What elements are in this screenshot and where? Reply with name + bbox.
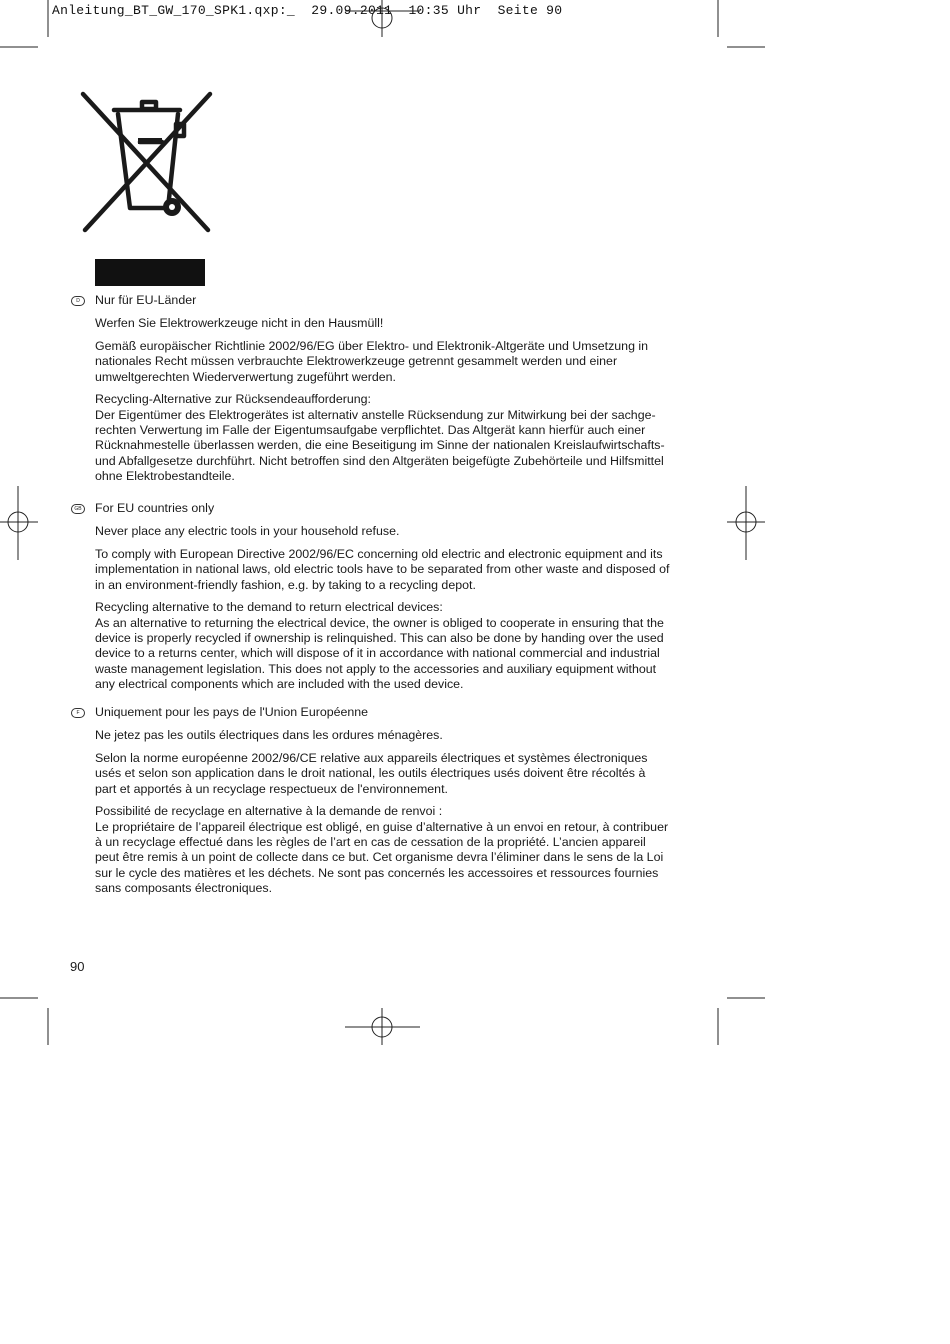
text-line: Le propriétaire de l’appareil électrique est obligé, en guise d’alternative à un envoi en retour, à contribuer [95,819,669,834]
text-line: ohne Elektrobestandteile. [95,468,235,483]
country-flag-de: D [71,296,85,306]
text-line: peut être remis à un point de collecte dans ce but. Cet organisme devra l’éliminer dans le sens de la Loi [95,850,664,865]
section-heading: For EU countries only [95,501,215,515]
text-line: device to a returns center, which will dispose of it in accordance with national commercial and industrial [95,646,660,661]
page-number: 90 [70,959,85,974]
section-heading: Nur für EU-Länder [95,293,197,307]
text-line: und Abfallgesetze durchführt. Nicht betroffen sind den Altgeräten beigefügte Zubehörteile und Hilfsmittel [95,453,664,468]
section-paragraph: Werfen Sie Elektrowerkzeuge nicht in den Hausmüll! [95,316,384,331]
text-line: As an alternative to returning the electrical device, the owner is obliged to cooperate in ensuring that the [95,615,664,630]
section-paragraph [95,751,695,797]
text-line: any electrical components which are included with the used device. [95,676,464,691]
text-line: part et apportés à un recyclage respectueux de l'environnement. [95,781,448,796]
section-gb [74,501,695,700]
country-flag-fr: F [71,708,85,718]
text-line: Selon la norme européenne 2002/96/CE relative aux appareils électriques et systèmes électroniques [95,751,648,766]
section-paragraph [95,600,695,692]
text-line: umweltgerechten Wiederverwertung zugeführt werden. [95,369,396,384]
section-paragraph [95,339,695,385]
country-flag-gb: GB [71,504,85,514]
section-paragraph: Never place any electric tools in your household refuse. [95,524,400,539]
text-line: waste management legislation. This does not apply to the accessories and auxiliary equipment without [95,661,657,676]
text-line: Possibilité de recyclage en alternative à la demande de renvoi : [95,804,443,819]
text-line: sans composants électroniques. [95,880,273,895]
text-line: Recycling-Alternative zur Rücksendeaufforderung: [95,392,371,407]
text-line: implementation in national laws, old electric tools have to be separated from other waste and disposed of [95,562,670,577]
section-paragraph [95,392,695,484]
text-line: nationales Recht müssen verbrauchte Elektrowerkzeuge getrennt gesammelt werden und einer [95,354,618,369]
text-line: device is properly recycled if ownership is relinquished. This can also be done by handing over the used [95,631,664,646]
print-slug: Anleitung_BT_GW_170_SPK1.qxp:_ 29.09.2011 10:35 Uhr Seite 90 [52,3,563,18]
section-heading: Uniquement pour les pays de l'Union Européenne [95,705,369,719]
text-line: Recycling alternative to the demand to return electrical devices: [95,600,443,615]
text-line: usés et selon son application dans le droit national, les outils électriques usés doivent être récoltés à [95,766,646,781]
text-line: rechten Verwertung im Falle der Eigentumsaufgabe verpflichtet. Das Altgerät kann hierfür auch einer [95,423,646,438]
section-paragraph [95,547,695,593]
crossed-out-wheelie-bin-icon [80,90,215,235]
section-paragraph [95,804,695,896]
black-bar [95,259,205,286]
section-de [76,293,695,492]
text-line: sur le cycle des matières et les déchets. Ne sont pas concernés les accessoires et ressources fournies [95,865,659,880]
section-fr [76,705,695,904]
text-line: à un recyclage effectué dans les règles de l’art en cas de cessation de la propriété. L’ancien appareil [95,835,646,850]
text-line: To comply with European Directive 2002/96/EC concerning old electric and electronic equipment and its [95,547,663,562]
text-line: Gemäß europäischer Richtlinie 2002/96/EG über Elektro- und Elektronik-Altgeräte und Umsetzung in [95,339,649,354]
text-line: Rücknahmestelle überlassen werden, die eine Beseitigung im Sinne der nationalen Kreislaufwirtschafts- [95,438,665,453]
text-line: Der Eigentümer des Elektrogerätes ist alternativ anstelle Rücksendung zur Mitwirkung bei der sachge- [95,407,656,422]
section-paragraph: Ne jetez pas les outils électriques dans les ordures ménagères. [95,728,443,743]
text-line: in an environment-friendly fashion, e.g. by taking to a recycling depot. [95,577,476,592]
